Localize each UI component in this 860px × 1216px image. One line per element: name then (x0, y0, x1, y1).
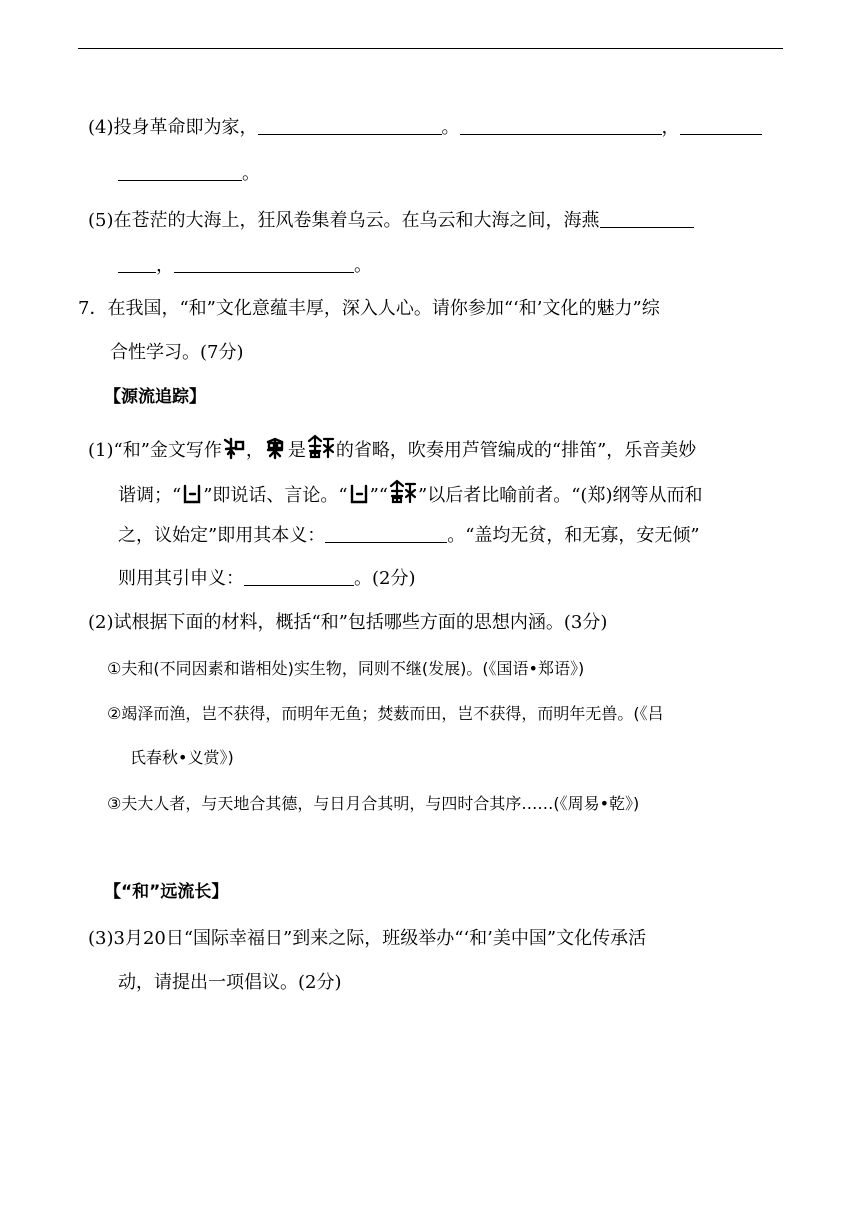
q6-item4-line1 (88, 116, 762, 140)
q7-p1-line2 (118, 479, 702, 508)
q7-p1-text-d: 的省略，吹奏用芦管编成的“排笛”，乐音美妙 (335, 440, 697, 461)
q6-item4-line2 (118, 162, 260, 186)
answer-blank[interactable] (118, 254, 156, 273)
q6-item5-line2 (118, 254, 372, 278)
q7-p1-text-j: 。“盖均无贫，和无寡，安无倾” (447, 525, 700, 546)
q7-intro-line2: 合性学习。(7分) (110, 342, 244, 363)
bronze-he-glyph-icon (223, 436, 245, 460)
material-3: ③夫大人者，与天地合其德，与日月合其明，与四时合其序……(《周易•乾》) (107, 794, 640, 813)
answer-blank[interactable] (244, 567, 354, 586)
q6-item4-prefix: (4)投身革命即为家， (88, 117, 258, 138)
q7-p1-line4 (118, 567, 416, 591)
bronze-he-full-glyph-icon (307, 434, 335, 460)
bronze-he-abbrev-glyph-icon (265, 436, 287, 460)
top-rule (78, 48, 783, 49)
q6-item4-sep1: 。 (441, 117, 460, 138)
q7-p1-text-l: 。(2分) (354, 568, 416, 589)
q7-p1-text-c: 是 (287, 440, 306, 461)
q7-p1-text-k: 则用其引申义： (118, 568, 244, 589)
q7-p1-text-a: (1)“和”金文写作 (88, 440, 222, 461)
q7-p1-text-e: 谐调；“ (118, 485, 182, 506)
bronze-yue-glyph-icon (349, 483, 369, 505)
q7-p3-line1: (3)3月20日“国际幸福日”到来之际，班级举办“‘和’美中国”文化传承活 (88, 928, 647, 949)
section-heading-legacy: 【“和”远流长】 (104, 882, 229, 902)
material-2-cont: 氏春秋•义赏》) (130, 748, 234, 767)
q7-p1-text-b: ， (245, 440, 264, 461)
q7-intro-line1: 7．在我国，“和”文化意蕴丰厚，深入人心。请你参加“‘和’文化的魅力”综 (78, 298, 660, 319)
q6-item5-line1 (88, 209, 694, 233)
answer-blank[interactable] (600, 209, 694, 228)
material-2: ②竭泽而渔，岂不获得，而明年无鱼；焚薮而田，岂不获得，而明年无兽。(《吕 (107, 704, 664, 723)
material-1: ①夫和(不同因素和谐相处)实生物，同则不继(发展)。(《国语•郑语》) (107, 659, 585, 678)
q7-p1-text-f: ”即说话、言论。“ (203, 485, 348, 506)
answer-blank[interactable] (460, 116, 662, 135)
section-heading-origin: 【源流追踪】 (104, 387, 206, 407)
q6-item4-end: 。 (242, 163, 260, 184)
bronze-he-full-glyph-icon (389, 479, 417, 505)
q6-item5-end: 。 (354, 255, 372, 276)
q7-p1-text-g: ”“ (369, 485, 389, 506)
q7-p2: (2)试根据下面的材料，概括“和”包括哪些方面的思想内涵。(3分) (88, 612, 608, 633)
answer-blank[interactable] (118, 162, 242, 181)
q7-p3-line2: 动，请提出一项倡议。(2分) (118, 972, 342, 993)
answer-blank[interactable] (680, 116, 762, 135)
q7-p1-line1 (88, 434, 696, 463)
q7-p1-text-h: ”以后者比喻前者。“(郑)纲等从而和 (418, 485, 703, 506)
q6-item4-sep2: ， (661, 117, 680, 138)
q6-item5-sep1: ， (156, 255, 174, 276)
bronze-yue-glyph-icon (182, 483, 202, 505)
q6-item5-prefix: (5)在苍茫的大海上，狂风卷集着乌云。在乌云和大海之间，海燕 (88, 210, 600, 231)
q7-p1-text-i: 之，议始定”即用其本义： (118, 525, 326, 546)
answer-blank[interactable] (325, 524, 447, 543)
answer-blank[interactable] (174, 254, 354, 273)
answer-blank[interactable] (258, 116, 442, 135)
q7-p1-line3 (118, 524, 700, 548)
